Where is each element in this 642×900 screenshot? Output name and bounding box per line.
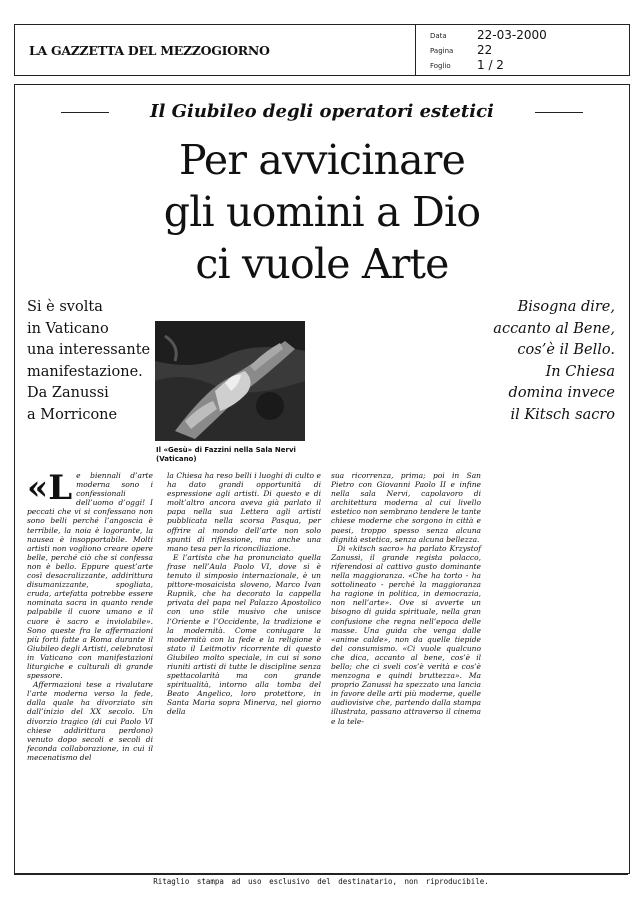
- paragraph: Di «kitsch sacro» ha parlato Krzystof Zanussi, il grande regista polacco, riferendosi al cattivo gusto dominante nella maggioranza. «Che ha torto - ha sottolineato - perché la maggioranza ha ragione in politica, in democrazia, non nell’arte». Ove si avverte un bisogno di guida spirituale, nella gran confusione che regna nell’epoca delle masse. Una guida che venga dalle «anime calde», non da quelle tiepide del consumismo. «Ci vuole qualcuno che dica, accanto al bene, cos’è il bello; che ci sveli cos’è verità e cos’è menzogna e quindi bruttezza». Ma proprio Zanussi ha spezzato una lancia in favore delle arti più moderne, quelle audiovisive che, partendo dalla stampa illustrata, passano attraverso il cinema e la tele-: [331, 543, 481, 726]
- header-box: [14, 24, 630, 76]
- subheading-left-line: una interessante: [27, 342, 151, 358]
- headline-line-3: ci vuole Arte: [195, 240, 449, 288]
- subheading-left: [27, 297, 150, 426]
- article-box: [14, 84, 630, 874]
- subheading-right-line: In Chiesa: [545, 363, 615, 380]
- subheading-left-line: Si è svolta: [27, 299, 103, 315]
- headline-line-2: gli uomini a Dio: [163, 188, 481, 236]
- page-value: 22: [477, 43, 493, 57]
- date-value: 22-03-2000: [477, 28, 547, 42]
- subheading-right-line: cos’è il Bello.: [517, 342, 615, 358]
- supertitle: Il Giubileo degli operatori estetici: [150, 101, 494, 122]
- header-divider: [415, 25, 416, 75]
- subheading-right-line: domina invece: [508, 385, 615, 401]
- subheading-right-line: Bisogna dire,: [517, 299, 615, 315]
- photo-caption: Il «Gesù» di Fazzini nella Sala Nervi (Vaticano): [156, 446, 296, 463]
- article-column-1: [27, 468, 153, 762]
- supertitle-rule-right: [535, 112, 583, 113]
- headline-line-1: Per avvicinare: [178, 136, 466, 184]
- paragraph: E l’artista che ha pronunciato quella frase nell’Aula Paolo VI, dove si è tenuto il simposio internazionale, è un pittore-mosaicista sloveno, Marco Ivan Rupnik, che ha decorato la cappella privata del papa nel Palazzo Apostolico con uno stile musivo che unisce l’Oriente e l’Occidente, la tradizione e la modernità. Come coniugare la modernità con la fede e la religione è stato il Leitmotiv ricorrente di questo Giubileo molto speciale, in cui si sono riuniti artisti di tutte le discipline senza spettacolarità ma con grande spiritualità, intorno alla tomba del Beato Angelico, loro protettore, in Santa Maria sopra Minerva, nel giorno della: [167, 552, 321, 717]
- dropcap: «L: [27, 468, 73, 508]
- paragraph: sua ricorrenza, prima; poi in San Pietro con Giovanni Paolo II e infine nella sala Nervi, capolavoro di architettura moderna al cui livello estetico non sembrano tendere le tante chiese moderne che sorgono in città e paesi, troppo spesso senza alcuna dignità estetica, senza alcuna bellezza.: [331, 471, 481, 544]
- subheading-left-line: Da Zanussi: [27, 385, 109, 401]
- subheading-left-line: in Vaticano: [27, 320, 109, 337]
- paragraph: la Chiesa ha reso belli i luoghi di culto e ha dato grandi opportunità di espressione agli artisti. Di questo e di molt’altro ancora aveva già parlato il papa nella sua Lettera agli artisti pubblicata nella scorsa Pasqua, per offrire al mondo dell’arte non solo spunti di riflessione, ma anche una mano tesa per la riconciliazione.: [167, 471, 321, 553]
- subheading-left-line: a Morricone: [27, 406, 118, 423]
- sculpture-image: [155, 321, 305, 441]
- subheading-right-line: il Kitsch sacro: [510, 406, 615, 423]
- sculpture-photo: [155, 321, 305, 441]
- page-label: Pagina: [430, 47, 454, 55]
- sheet-value: 1 / 2: [477, 58, 504, 72]
- subheading-left-line: manifestazione.: [27, 363, 143, 380]
- article-column-2: [167, 471, 321, 717]
- footer-rule: [14, 874, 628, 875]
- sheet-label: Foglio: [430, 62, 451, 70]
- article-column-3: [331, 471, 481, 726]
- footer-notice: Ritaglio stampa ad uso esclusivo del destinatario, non riproducibile.: [153, 877, 489, 886]
- paragraph: e biennali d’arte moderna sono i confessionali dell’uomo d’oggi! I peccati che vi si confessano non sono belli perché l’angoscia è terribile, la noia è logorante, la nausea è insopportabile. Molti artisti non vogliono creare opere belle, perché ciò che si confessa non è bello. Eppure quest’arte così desacralizzante, addirittura disumanizzante, spogliata, cruda, artefatta potrebbe essere nominata sacra in quanto rende palpabile il cuore umano e il cuore è sacro e inviolabile». Sono queste fra le affermazioni più forti fatte a Roma durante il Giubileo degli Artisti, celebratosi in Vaticano con manifestazioni liturgiche e culturali di grande spessore.: [27, 471, 153, 681]
- paragraph: Affermazioni tese a rivalutare l’arte moderna verso la fede, dalla quale ha divorziato sin dall’inizio del XX secolo. Un divorzio tragico (di cui Paolo VI chiese addirittura perdono) venuto dopo secoli e secoli di feconda collaborazione, in cui il mecenatismo del: [27, 680, 153, 762]
- date-label: Data: [430, 32, 447, 40]
- masthead: LA GAZZETTA DEL MEZZOGIORNO: [29, 43, 270, 58]
- subheading-right-line: accanto al Bene,: [493, 320, 615, 337]
- subheading-right: [493, 297, 615, 426]
